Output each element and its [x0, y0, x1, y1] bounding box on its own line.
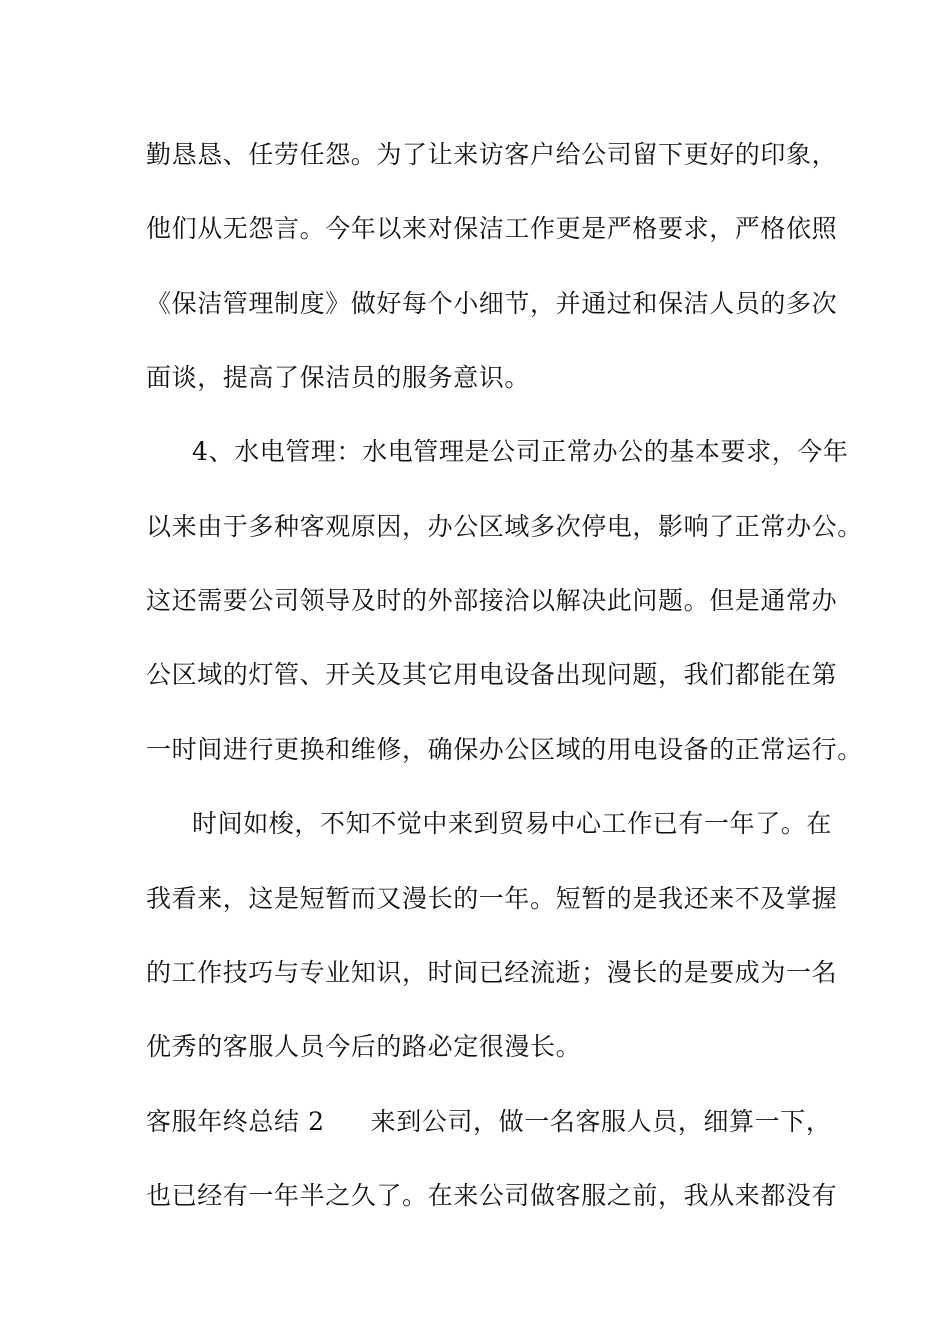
section-heading: 客服年终总结 2 — [146, 1107, 325, 1136]
paragraph-line: 我看来，这是短暂而又漫长的一年。短暂的是我还来不及掌握 — [146, 884, 838, 913]
paragraph-line: 他们从无怨言。今年以来对保洁工作更是严格要求，严格依照 — [146, 214, 838, 243]
paragraph-line: 面谈，提高了保洁员的服务意识。 — [146, 363, 531, 392]
paragraph-line: 这还需要公司领导及时的外部接洽以解决此问题。但是通常办 — [146, 586, 838, 615]
paragraph-line: 优秀的客服人员今后的路必定很漫长。 — [146, 1032, 582, 1061]
paragraph-line: 一时间进行更换和维修，确保办公区域的用电设备的正常运行。 — [146, 735, 863, 764]
paragraph-line: 勤恳恳、任劳任怨。为了让来访客户给公司留下更好的印象， — [146, 140, 838, 169]
paragraph-line: 时间如梭，不知不觉中来到贸易中心工作已有一年了。在 — [192, 809, 833, 838]
paragraph-line: 公区域的灯管、开关及其它用电设备出现问题，我们都能在第 — [146, 660, 838, 689]
paragraph-line: 以来由于多种客观原因，办公区域多次停电，影响了正常办公。 — [146, 512, 863, 541]
paragraph-line: 4、水电管理：水电管理是公司正常办公的基本要求，今年 — [192, 437, 849, 466]
paragraph-line: 《保洁管理制度》做好每个小细节，并通过和保洁人员的多次 — [146, 289, 838, 318]
section-first-text: 来到公司，做一名客服人员，细算一下， — [370, 1107, 832, 1136]
section-start-line — [146, 1102, 832, 1142]
paragraph-line: 也已经有一年半之久了。在来公司做客服之前，我从来都没有 — [146, 1181, 838, 1210]
paragraph-line: 的工作技巧与专业知识，时间已经流逝；漫长的是要成为一名 — [146, 958, 838, 987]
